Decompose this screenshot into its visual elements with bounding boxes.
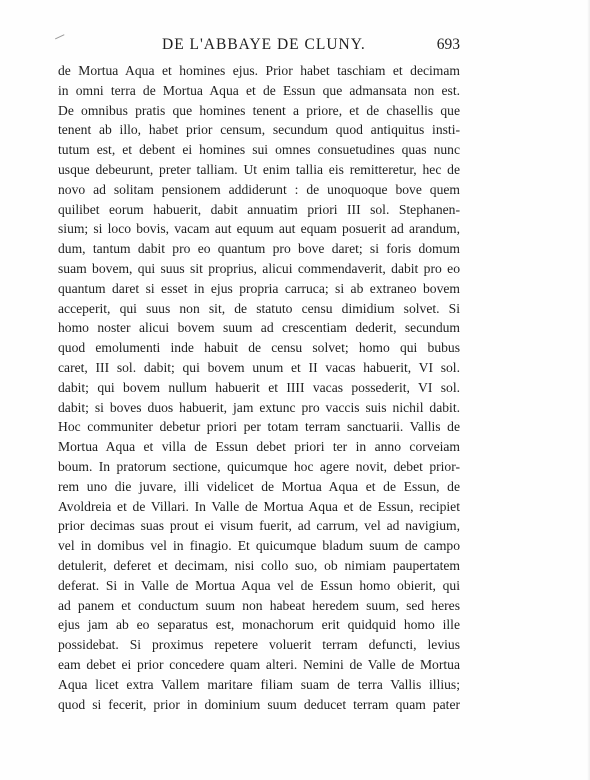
text-line: dabit; qui bovem nullum habuerit et IIII vacas possederit, VI sol. [58, 379, 460, 395]
text-line: dum, tantum dabit pro eo quantum pro bove daret; si foris domum [58, 241, 460, 257]
text-line: de Mortua Aqua et homines ejus. Prior habet taschiam et decimam [58, 63, 460, 78]
text-line: sium; si loco bovis, vacam aut equum aut equam posuerit ad arandum, [58, 221, 460, 237]
text-line: novo ad solitam pensionem addiderunt : de unoquoque bove quem [58, 181, 460, 197]
text-line: prior decimas suas prout ei visum fuerit, ad carrum, vel ad navigium, [58, 518, 460, 534]
text-line: caret, III sol. dabit; qui bovem unum et II vacas habuerit, VI sol. [58, 359, 460, 375]
text-line: Mortua Aqua et villa de Essun debet priori ter in anno corveiam [58, 439, 460, 455]
text-line: quod si fecerit, prior in dominium suum deducet terram quam pater [58, 696, 460, 712]
text-line: tutum est, et debent ei homines sui omnes consuetudines quas nunc [58, 142, 460, 158]
text-line: ejus jam ab eo separatus est, monachorum erit quidquid homo ille [58, 617, 460, 633]
text-line: suam bovem, qui suus sit proprius, alicui commendaverit, dabit pro eo [58, 260, 460, 276]
running-title: DE L'ABBAYE DE CLUNY. [162, 36, 366, 53]
text-line: in omni terra de Mortua Aqua et de Essun que admansata non est. [58, 82, 460, 98]
text-line: Aqua licet extra Vallem maritare filiam suam de terra Vallis illius; [58, 676, 460, 692]
text-line: quantum daret si esset in ejus propria carruca; si ab extraneo bovem [58, 280, 460, 296]
text-line: quod emolumenti inde habuit de censu solvet; homo qui bubus [58, 340, 460, 356]
text-line: Hoc communiter debetur priori per totam terram sanctuarii. Vallis de [58, 419, 460, 435]
text-line: ad panem et conductum suum non habeat heredem suum, sed heres [58, 597, 460, 613]
text-line: quilibet eorum habuerit, dabit annuatim priori III sol. Stephanen- [58, 201, 460, 217]
body-text [58, 61, 460, 714]
text-line: possidebat. Si proximus repetere voluerit terram defuncti, levius [58, 637, 460, 653]
text-line: rem uno die juvare, illi videlicet de Mortua Aqua et de Essun, de [58, 478, 460, 494]
running-head [58, 36, 460, 58]
text-line: homo noster alicui bovem suum ad crescentiam dederit, secundum [58, 320, 460, 336]
text-line: dabit; si boves duos habuerit, jam extunc pro vaccis suis nichil dabit. [58, 399, 460, 415]
page-number: 693 [436, 36, 460, 53]
text-line: vel in domibus vel in finagio. Et quicumque bladum suum de campo [58, 538, 460, 554]
text-line: acceperit, qui suus non sit, de statuto censu dimidium solvet. Si [58, 300, 460, 316]
text-line: boum. In pratorum sectione, quicumque hoc agere novit, debet prior- [58, 458, 460, 474]
text-line: eam debet ei prior concedere quam alteri. Nemini de Valle de Mortua [58, 656, 460, 672]
text-line: Avoldreia et de Villari. In Valle de Mortua Aqua et de Essun, recipiet [58, 498, 460, 514]
text-line: De omnibus pratis que homines tenent a priore, et de chasellis que [58, 102, 460, 118]
text-line: deferat. Si in Valle de Mortua Aqua vel de Essun homo obierit, qui [58, 577, 460, 593]
text-line: tenent ab illo, habet prior censum, secundum quod antiquitus insti- [58, 122, 460, 138]
text-line: usque debeurunt, preter talliam. Ut enim tallia eis remitteretur, hec de [58, 161, 460, 177]
text-line: detulerit, deferet et decimam, nisi collo suo, ob nimiam paupertatem [58, 557, 460, 573]
